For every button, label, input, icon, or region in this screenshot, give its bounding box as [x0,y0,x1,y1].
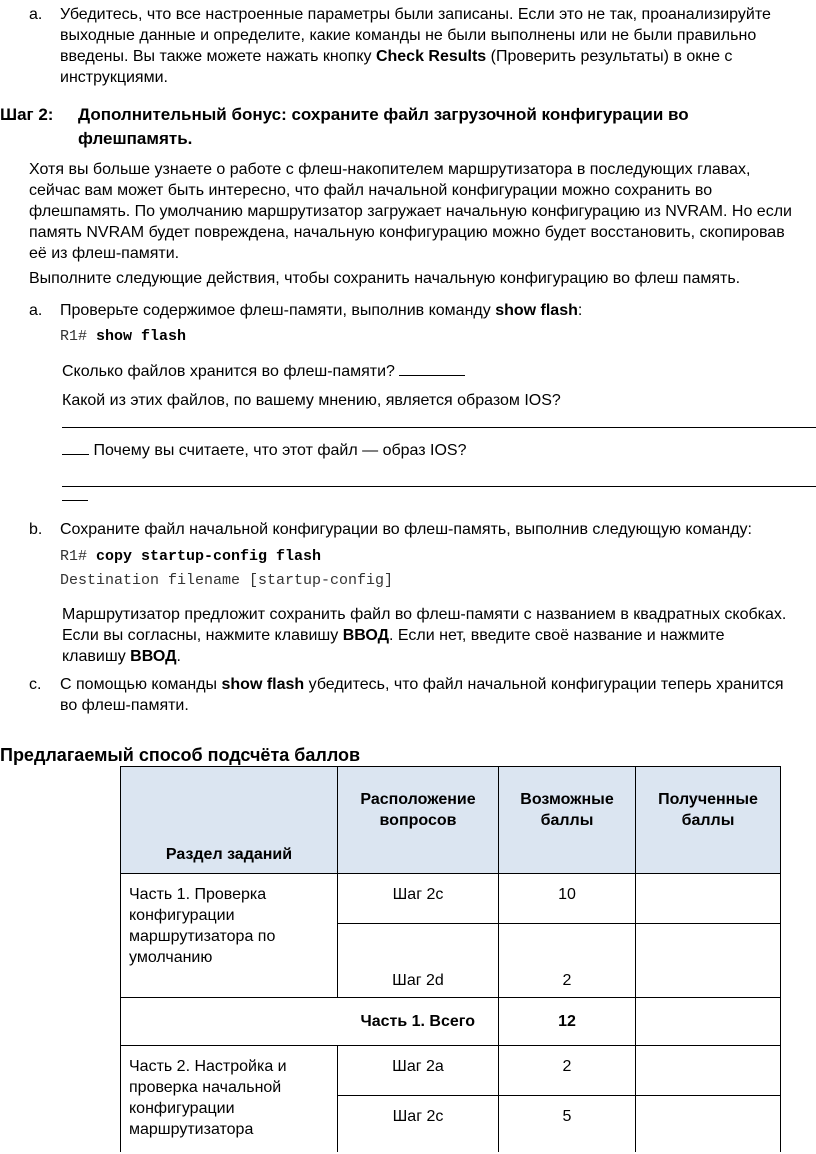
step-c-text [60,674,800,716]
step-b-note [62,604,792,667]
intro-check-results: Check Results [375,48,487,65]
step-b-marker: b. [29,521,43,538]
intro-text-1: Убедитесь, что все настроенные параметры были записаны. Если это не так, проанализируйте выходные данные и определите, какие команды не были выполнены или не были правильно введены. Вы также можете нажать кнопку [60,6,771,65]
cli-prompt: R1# [60,548,97,565]
total-label-cell: Часть 1. Всего [338,998,499,1046]
earned-cell[interactable] [636,924,781,998]
answer-line-why-ios[interactable] [62,486,816,487]
step-b-text: Сохраните файл начальной конфигурации во флеш-память, выполнив следующую команду: [60,521,752,538]
step2-label: Шаг 2: [0,105,54,124]
step-c-marker: c. [29,676,42,693]
points-cell: 2 [499,1046,636,1096]
points-cell: 2 [499,924,636,998]
step-c-text-1: С помощью команды [60,676,222,693]
step2-paragraph-2: Выполните следующие действия, чтобы сохранить начальную конфигурацию во флеш память. [29,270,741,287]
step-c-command-name: show flash [221,676,305,693]
question-ios-file: Какой из этих файлов, по вашему мнению, является образом IOS? [62,392,561,409]
step-b-note-1: Маршрутизатор предложит сохранить файл во флеш-памяти с названием в квадратных скобках. Если вы согласны, нажмите клавишу [62,606,787,644]
total-points-cell: 12 [499,998,636,1046]
cli-command: show flash [96,328,187,345]
earned-cell[interactable] [636,1096,781,1152]
step-a-command-name: show flash [495,302,578,319]
step-a-marker: a. [29,302,43,319]
location-cell: Шаг 2c [338,874,499,924]
intro-paragraph [60,4,808,88]
question-why-ios [62,439,467,461]
column-header-section: Раздел заданий [121,767,338,874]
step-a-text [60,300,800,321]
part1-name-cell: Часть 1. Проверка конфигурации маршрутизатора по умолчанию [121,874,338,998]
step-b-note-2: . Если нет, введите своё название и нажмите клавишу [62,627,725,665]
column-header-possible: Возможные баллы [499,767,636,874]
cli-command: copy startup-config flash [96,548,322,565]
step2-paragraph-1: Хотя вы больше узнаете о работе с флеш-накопителем маршрутизатора в последующих главах, сейчас вам может быть интересно, что файл начальной конфигурации можно сохранить во флешпамять. По умолчанию маршрутизатор загружает начальную конфигурацию из NVRAM. Но если память NVRAM будет повреждена, начальную конфигурацию можно будет восстановить, скопировав её из флеш-памяти. [29,161,792,262]
question-why-ios-text: Почему вы считаете, что этот файл — образ IOS? [89,442,467,459]
answer-line-ios-file[interactable] [62,427,816,428]
earned-cell[interactable] [636,874,781,924]
step-a-cli [60,328,186,345]
cli-output: Destination filename [startup-config] [60,572,394,589]
step-b-cli [60,548,321,565]
intro-marker: a. [29,6,43,23]
part2-name-cell: Часть 2. Настройка и проверка начальной конфигурации маршрутизатора [121,1046,338,1152]
enter-key-label: ВВОД [342,627,390,644]
question-file-count [62,360,465,382]
location-cell: Шаг 2d [338,924,499,998]
step2-title: Дополнительный бонус: сохраните файл загрузочной конфигурации во флешпамять. [78,105,689,148]
answer-blank-file-count[interactable] [399,360,465,376]
total-row [121,998,781,1046]
table-row [121,1046,781,1096]
points-cell: 5 [499,1096,636,1152]
total-earned-cell[interactable] [636,998,781,1046]
scoring-heading: Предлагаемый способ подсчёта баллов [0,745,361,765]
table-header-row [121,767,781,874]
column-header-location: Расположение вопросов [338,767,499,874]
question-file-count-text: Сколько файлов хранится во флеш-памяти? [62,363,400,380]
earned-cell[interactable] [636,1046,781,1096]
answer-line-why-ios-end[interactable] [62,500,88,501]
step-b-note-3: . [176,648,181,665]
location-cell: Шаг 2c [338,1096,499,1152]
intro-text-2: (Проверить результаты) в окне с инструкциями. [60,48,733,86]
location-cell: Шаг 2a [338,1046,499,1096]
cli-prompt: R1# [60,328,97,345]
total-empty-cell [121,998,338,1046]
scoring-table [120,766,781,1152]
column-header-earned: Полученные баллы [636,767,781,874]
step-c-text-2: убедитесь, что файл начальной конфигурации теперь хранится во флеш-памяти. [60,676,784,714]
answer-blank-why-prefix[interactable] [62,439,89,455]
points-cell: 10 [499,874,636,924]
step-a-instruction: Проверьте содержимое флеш-памяти, выполнив команду [60,302,496,319]
step-a-colon: : [577,302,583,319]
enter-key-label-2: ВВОД [130,648,177,665]
table-row [121,874,781,924]
